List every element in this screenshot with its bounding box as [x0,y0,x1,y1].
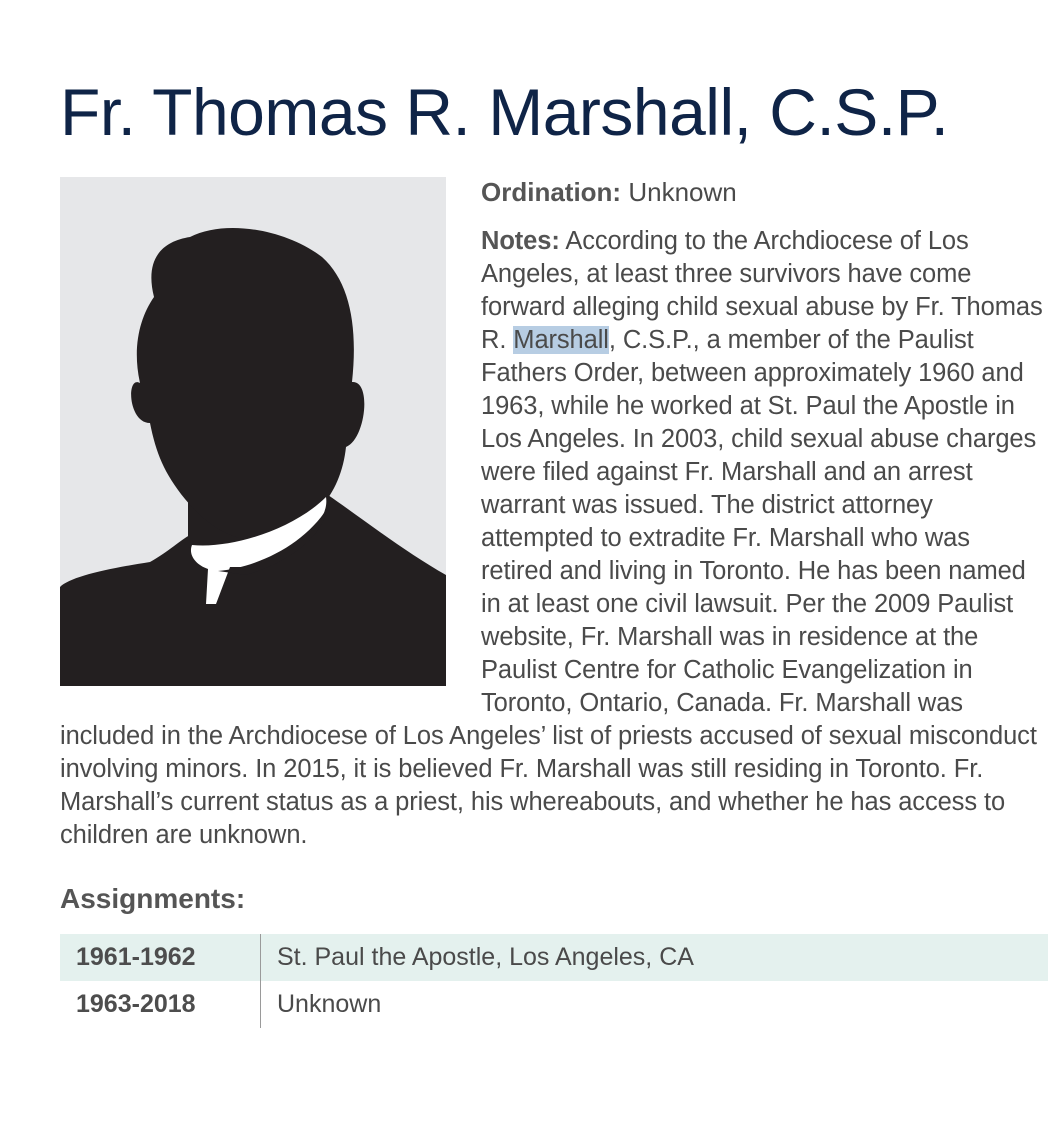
notes-text-before: According to the Archdiocese of Los Angeles, at least three survivors have come forward alleging child sexual abuse by Fr. Thomas R. [481,227,1043,354]
page-title: Fr. Thomas R. Marshall, C.S.P. [60,75,949,149]
profile-content [60,175,1045,1028]
notes-text-after: , C.S.P., a member of the Paulist Fathers Order, between approximately 1960 and 1963, while he worked at St. Paul the Apostle in Los Angeles. In 2003, child sexual abuse charges were filed against Fr. Marshall and an arrest warrant was issued. The district attorney attempted to extradite Fr. Marshall who was retired and living in Toronto. He has been named in at least one civil lawsuit. Per the 2009 Paulist website, Fr. Marshall was in residence at the Paulist Centre for Catholic Evangelization in Toronto, Ontario, Canada. Fr. Marshall was included in the Archdiocese of Los Angeles’ list of priests accused of sexual misconduct involving minors. In 2015, it is believed Fr. Marshall was still residing in Toronto. Fr. Marshall’s current status as a priest, his whereabouts, and whether he has access to children are unknown. [60,326,1037,849]
assignment-years: 1961-1962 [60,934,261,981]
assignment-place: Unknown [277,990,382,1018]
ordination-value: Unknown [628,177,737,207]
photo-placeholder [60,177,446,686]
ordination-label: Ordination: [481,177,622,207]
priest-silhouette-icon [60,177,446,686]
assignments-heading: Assignments: [60,883,246,914]
assignment-years: 1963-2018 [60,981,261,1028]
notes-label: Notes: [481,227,560,255]
table-row [60,981,1048,1028]
assignments-table [60,934,1048,1028]
table-row [60,934,1048,981]
assignment-place: St. Paul the Apostle, Los Angeles, CA [261,934,1049,981]
highlighted-name: Marshall [513,326,609,354]
